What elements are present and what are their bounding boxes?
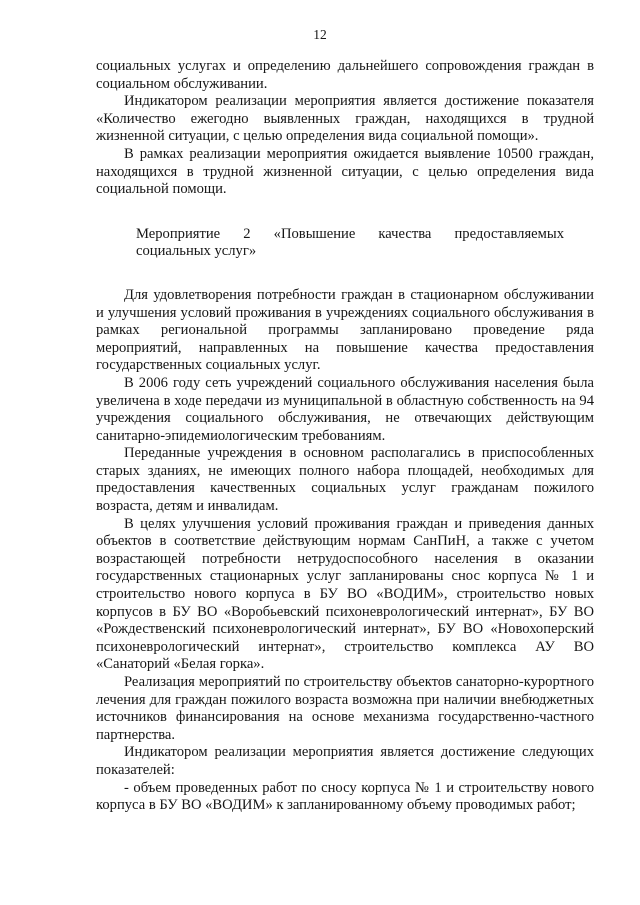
page-number: 12 xyxy=(313,27,327,42)
paragraph-continuation: социальных услугах и определению дальнейшего сопровождения граждан в социальном обслуживании. xyxy=(96,58,594,92)
section-heading: Мероприятие 2 «Повышение качества предоставляемых социальных услуг» xyxy=(136,225,564,260)
paragraph-intro: Для удовлетворения потребности граждан в стационарном обслуживании и улучшения условий проживания в учреждениях социального обслуживания в рамках региональной программы запланировано проведение ряда мероприятий, направленных на повышение качества предоставления государственных социальных услуг. xyxy=(96,286,594,374)
paragraph-indicator: Индикатором реализации мероприятия является достижение показателя «Количество ежегодно выявленных граждан, находящихся в трудной жизненной ситуации, с целью определения вида социальной помощи». xyxy=(96,93,594,145)
paragraph-indicators-intro: Индикатором реализации мероприятия является достижение следующих показателей: xyxy=(96,744,594,778)
document-body xyxy=(96,58,594,815)
paragraph-2006: В 2006 году сеть учреждений социального обслуживания населения была увеличена в ходе передачи из муниципальной в областную собственность на 94 учреждения социального обслуживания, не отвечающих действующим санитарно-эпидемиологическим требованиям. xyxy=(96,374,594,444)
paragraph-sanatorium: Реализация мероприятий по строительству объектов санаторно-курортного лечения для граждан пожилого возраста возможна при наличии внебюджетных источников финансирования на основе механизма государственно-частного партнерства. xyxy=(96,674,594,743)
paragraph-transferred-institutions: Переданные учреждения в основном располагались в приспособленных старых зданиях, не имеющих полного набора площадей, необходимых для предоставления качественных социальных услуг гражданам пожилого возраста, детям и инвалидам. xyxy=(96,445,594,515)
paragraph-construction-plans: В целях улучшения условий проживания граждан и приведения данных объектов в соответствие действующим нормам СанПиН, а также с учетом возрастающей потребности нетрудоспособного населения в оказании государственных стационарных услуг запланированы снос корпуса № 1 и строительство нового корпуса в БУ ВО «ВОДИМ», строительство новых корпусов в БУ ВО «Воробьевский психоневрологический интернат», БУ ВО «Рождественский психоневрологический интернат», БУ ВО «Новохоперский психоневрологический интернат», строительство комплекса АУ ВО «Санаторий «Белая горка». xyxy=(96,515,594,673)
paragraph-expected-result: В рамках реализации мероприятия ожидается выявление 10500 граждан, находящихся в трудной жизненной ситуации, с целью определения вида социальной помощи. xyxy=(96,145,594,198)
list-item-indicator: - объем проведенных работ по сносу корпуса № 1 и строительству нового корпуса в БУ ВО «ВОДИМ» к запланированному объему проводимых работ; xyxy=(96,779,594,814)
